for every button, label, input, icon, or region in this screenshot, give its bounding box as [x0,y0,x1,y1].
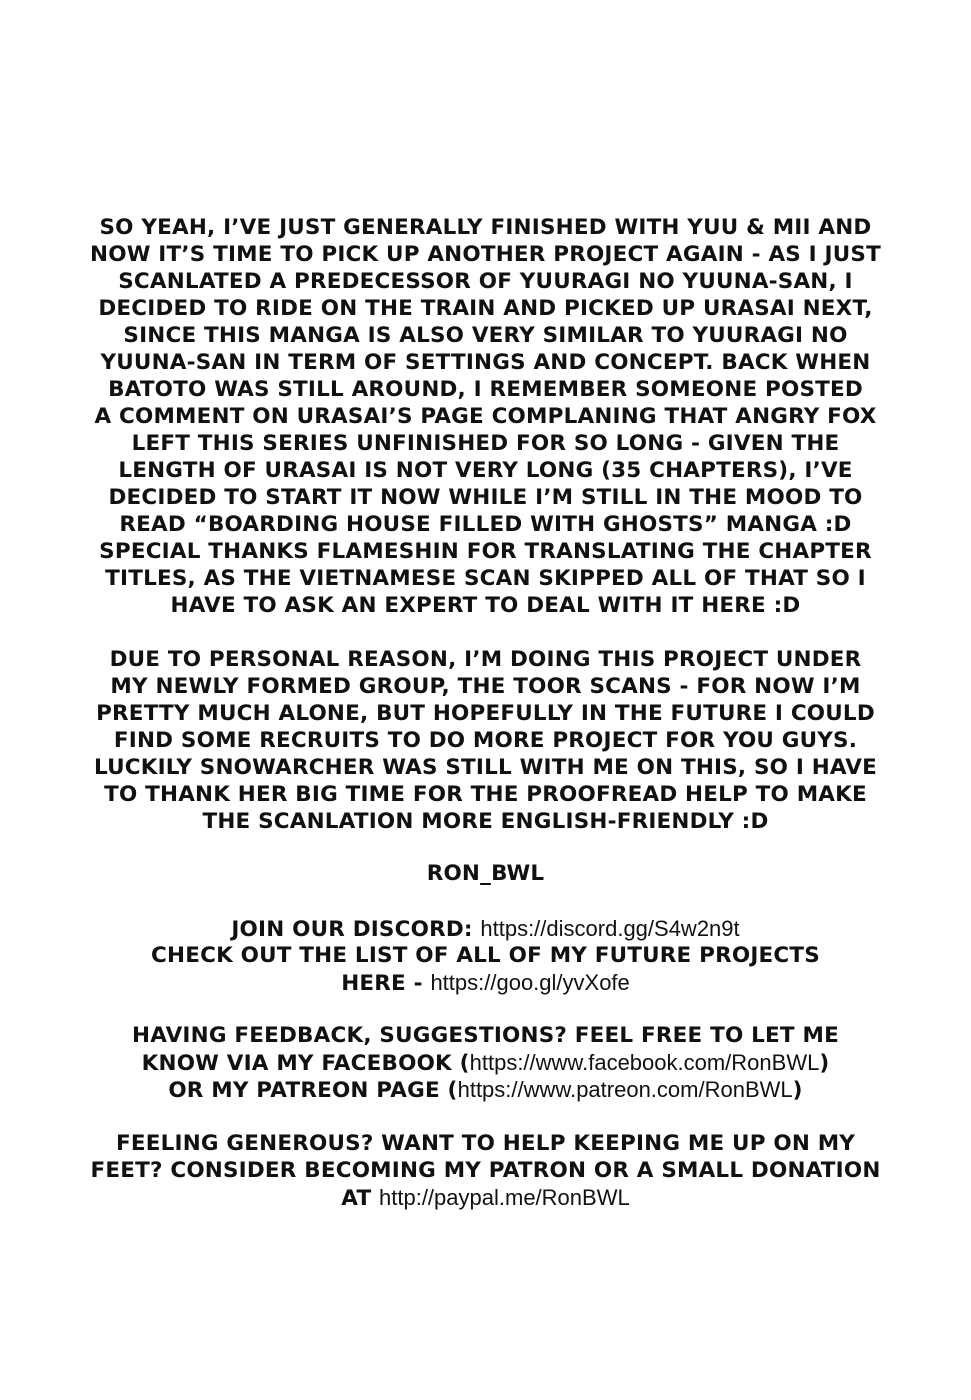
projects-link[interactable]: https://goo.gl/yvXofe [430,970,630,995]
patreon-label: OR MY PATREON PAGE ( [168,1078,458,1103]
intro-line: TITLES, AS THE VIETNAMESE SCAN SKIPPED ALL OF THAT SO I [105,566,866,591]
links-block [0,915,971,996]
intro-line: DECIDED TO RIDE ON THE TRAIN AND PICKED UP URASAI NEXT, [98,296,873,321]
intro-line: DECIDED TO START IT NOW WHILE I’M STILL IN THE MOOD TO [108,485,863,510]
group-line: LUCKILY SNOWARCHER WAS STILL WITH ME ON THIS, SO I HAVE [93,755,878,780]
intro-line: READ “BOARDING HOUSE FILLED WITH GHOSTS” MANGA :D [119,512,852,537]
patreon-link[interactable]: https://www.patreon.com/RonBWL [457,1077,793,1102]
projects-label: HERE - [341,971,423,996]
intro-paragraph [0,214,971,619]
intro-line: YUUNA-SAN IN TERM OF SETTINGS AND CONCEPT. BACK WHEN [100,350,871,375]
intro-line: NOW IT’S TIME TO PICK UP ANOTHER PROJECT AGAIN - AS I JUST [90,242,881,267]
group-line: MY NEWLY FORMED GROUP, THE TOOR SCANS - FOR NOW I’M [110,674,861,699]
group-paragraph [0,646,971,835]
donate-block [0,1130,971,1211]
discord-label: JOIN OUR DISCORD: [231,917,473,942]
intro-line: SO YEAH, I’VE JUST GENERALLY FINISHED WITH YUU & MII AND [99,215,872,240]
group-line: DUE TO PERSONAL REASON, I’M DOING THIS PROJECT UNDER [109,647,862,672]
patreon-close: ) [792,1078,803,1103]
intro-line: SINCE THIS MANGA IS ALSO VERY SIMILAR TO YUURAGI NO [123,323,848,348]
donate-line: FEELING GENEROUS? WANT TO HELP KEEPING ME UP ON MY [115,1131,856,1156]
feedback-line: HAVING FEEDBACK, SUGGESTIONS? FEEL FREE TO LET ME [132,1023,839,1048]
intro-line: LEFT THIS SERIES UNFINISHED FOR SO LONG - GIVEN THE [131,431,840,456]
facebook-label: KNOW VIA MY FACEBOOK ( [141,1051,470,1076]
intro-line: BATOTO WAS STILL AROUND, I REMEMBER SOMEONE POSTED [108,377,863,402]
donate-line-2: FEET? CONSIDER BECOMING MY PATRON OR A SMALL DONATION [90,1158,881,1183]
paypal-link[interactable]: http://paypal.me/RonBWL [379,1185,630,1210]
facebook-close: ) [819,1051,830,1076]
patreon-line [0,1076,971,1103]
discord-link[interactable]: https://discord.gg/S4w2n9t [480,916,740,941]
group-line: TO THANK HER BIG TIME FOR THE PROOFREAD HELP TO MAKE [104,782,867,807]
paypal-line [0,1184,971,1211]
discord-line [0,915,971,942]
group-line: PRETTY MUCH ALONE, BUT HOPEFULLY IN THE FUTURE I COULD [96,701,875,726]
signature-block [0,860,971,887]
intro-line: SPECIAL THANKS FLAMESHIN FOR TRANSLATING THE CHAPTER [99,539,872,564]
group-line: FIND SOME RECRUITS TO DO MORE PROJECT FOR YOU GUYS. [113,728,858,753]
projects-line-2 [0,969,971,996]
paypal-label: AT [341,1186,372,1211]
intro-line: A COMMENT ON URASAI’S PAGE COMPLANING THAT ANGRY FOX [94,404,877,429]
signature: RON_BWL [426,861,545,886]
facebook-line [0,1049,971,1076]
facebook-link[interactable]: https://www.facebook.com/RonBWL [469,1050,820,1075]
group-line: THE SCANLATION MORE ENGLISH-FRIENDLY :D [202,809,769,834]
feedback-block [0,1022,971,1103]
intro-line: LENGTH OF URASAI IS NOT VERY LONG (35 CHAPTERS), I’VE [118,458,853,483]
intro-line: SCANLATED A PREDECESSOR OF YUURAGI NO YUUNA-SAN, I [118,269,853,294]
projects-line: CHECK OUT THE LIST OF ALL OF MY FUTURE PROJECTS [151,943,820,968]
intro-line: HAVE TO ASK AN EXPERT TO DEAL WITH IT HERE :D [170,593,801,618]
